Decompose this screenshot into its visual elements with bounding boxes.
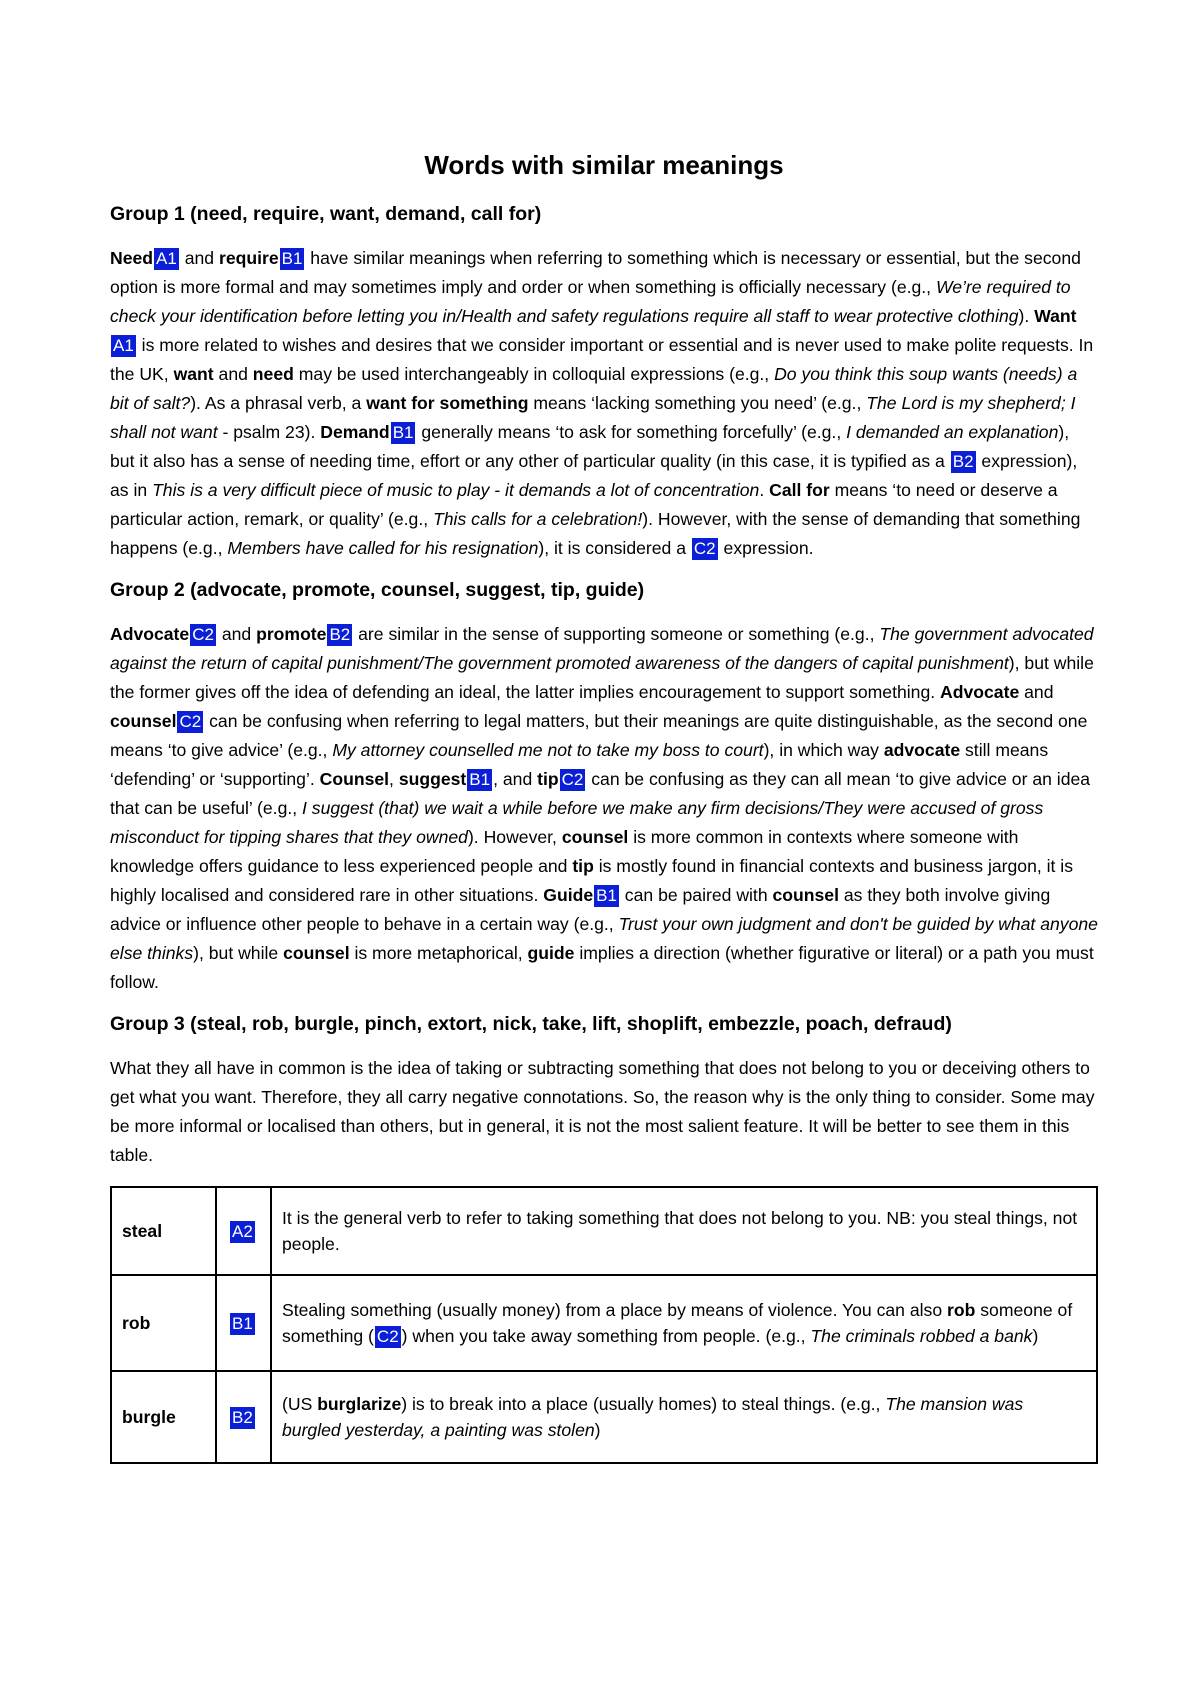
text-run: are similar in the sense of supporting someone or something (e.g., — [353, 624, 880, 644]
text-run: ) is to break into a place (usually homes) to steal things. (e.g., — [401, 1394, 886, 1414]
example-text: I suggest (that) we wait a while before we make any firm decisions/They were accused of gross misconduct for tipping shares that they owned — [110, 798, 1044, 847]
text-run: expression. — [718, 538, 814, 558]
text-run: may be used interchangeably in colloquial expressions (e.g., — [293, 364, 775, 384]
level-badge: B1 — [281, 249, 303, 268]
example-text: This calls for a celebration! — [433, 509, 643, 529]
example-text: The Lord is my shepherd; I shall not want — [110, 393, 1076, 442]
text-run: ). However, with the sense of demanding that something happens (e.g., — [110, 509, 1081, 558]
bold-term: counsel — [110, 711, 177, 731]
table-row — [111, 1371, 1097, 1463]
text-run: ) — [594, 1420, 601, 1440]
verbs-table — [110, 1186, 1098, 1464]
text-run: means ‘lacking something you need’ (e.g., — [528, 393, 867, 413]
bold-term: Counsel — [319, 769, 390, 789]
text-run: ), but while — [193, 943, 284, 963]
text-run: generally means ‘to ask for something forcefully’ (e.g., — [416, 422, 847, 442]
text-run: (US — [282, 1394, 318, 1414]
table-description-cell — [271, 1371, 1097, 1463]
text-run: can be paired with — [619, 885, 773, 905]
text-run: can be confusing as they can all mean ‘to give advice or an idea that can be useful’ (e.g., — [110, 769, 1091, 818]
bold-term: require — [218, 248, 279, 268]
bold-term: tip — [572, 856, 594, 876]
bold-term: burglarize — [317, 1394, 402, 1414]
text-run: is more metaphorical, — [349, 943, 528, 963]
text-run: What they all have in common is the idea of taking or subtracting something that does not belong to you or deceiving others to get what you want. Therefore, they all carry negative connotations. So, the reason why is the only thing to consider. Some may be more informal or localised than others, but in general, it is not the most salient feature. It will be better to see them in this table. — [110, 1058, 1095, 1165]
text-run: still means ‘defending’ or ‘supporting’. — [110, 740, 1049, 789]
bold-term: need — [252, 364, 294, 384]
bold-term: Guide — [543, 885, 594, 905]
level-badge: C2 — [179, 712, 202, 731]
bold-term: guide — [527, 943, 575, 963]
level-badge: B2 — [232, 1408, 253, 1427]
bold-term: Advocate — [110, 624, 190, 644]
table-level-cell — [216, 1275, 271, 1371]
text-run: Stealing something (usually money) from a place by means of violence. You can also — [282, 1300, 948, 1320]
level-badge: B2 — [329, 625, 351, 644]
bold-term: advocate — [883, 740, 961, 760]
table-word-cell: rob — [111, 1275, 216, 1371]
level-badge: C2 — [376, 1327, 399, 1346]
bold-term: want — [173, 364, 214, 384]
text-run: - psalm 23). — [217, 422, 321, 442]
text-run: ) when you take away something from people. (e.g., — [401, 1326, 811, 1346]
example-text: The mansion was burgled yesterday, a painting was stolen — [282, 1394, 1024, 1440]
level-badge: B2 — [952, 452, 974, 471]
group2-heading: Group 2 (advocate, promote, counsel, suggest, tip, guide) — [110, 579, 645, 601]
table-row — [111, 1275, 1097, 1371]
bold-term: counsel — [561, 827, 629, 847]
bold-term: Need — [110, 248, 154, 268]
table-row — [111, 1187, 1097, 1275]
level-badge: A1 — [156, 249, 177, 268]
text-run: ), but while the former gives off the idea of defending an ideal, the latter implies encouragement to support something. — [110, 653, 1094, 702]
document-title: Words with similar meanings — [424, 150, 784, 180]
level-badge: A2 — [232, 1222, 253, 1241]
group1-paragraph — [110, 244, 1098, 563]
example-text: My attorney counselled me not to take my boss to court — [332, 740, 764, 760]
group2-paragraph — [110, 620, 1098, 997]
level-badge: B1 — [469, 770, 491, 789]
text-run: expression), as in — [110, 451, 1078, 500]
text-run: have similar meanings when referring to something which is necessary or essential, but the second option is more formal and may sometimes imply and order or when something is officially necessary (e.g., — [110, 248, 1081, 297]
document-page — [110, 150, 1098, 1464]
text-run: ). As a phrasal verb, a — [190, 393, 367, 413]
bold-term: rob — [947, 1300, 976, 1320]
text-run: and — [213, 364, 253, 384]
text-run: can be confusing when referring to legal matters, but their meanings are quite distinguishable, as the second one means ‘to give advice’ (e.g., — [110, 711, 1088, 760]
table-description-cell — [271, 1275, 1097, 1371]
table-level-cell — [216, 1187, 271, 1275]
example-text: I demanded an explanation — [846, 422, 1059, 442]
bold-term: promote — [256, 624, 327, 644]
group1-heading: Group 1 (need, require, want, demand, call for) — [110, 203, 542, 225]
example-text: The criminals robbed a bank — [810, 1326, 1033, 1346]
level-badge: C2 — [693, 539, 716, 558]
bold-term: Advocate — [940, 682, 1020, 702]
example-text: We’re required to check your identification before letting you in/Health and safety regulations require all staff to wear protective clothing — [110, 277, 1071, 326]
table-level-cell — [216, 1371, 271, 1463]
example-text: The government advocated against the return of capital punishment/The government promoted awareness of the dangers of capital punishment — [110, 624, 1094, 673]
table-word-cell: burgle — [111, 1371, 216, 1463]
table-word-cell: steal — [111, 1187, 216, 1275]
example-text: This is a very difficult piece of music to play - it demands a lot of concentration — [152, 480, 760, 500]
bold-term: Demand — [320, 422, 390, 442]
group3-heading: Group 3 (steal, rob, burgle, pinch, extort, nick, take, lift, shoplift, embezzle, poach, defraud) — [110, 1013, 952, 1035]
example-text: Members have called for his resignation — [227, 538, 539, 558]
bold-term: counsel — [772, 885, 839, 905]
text-run: is more related to wishes and desires that we consider important or essential and is never used to make polite requests. In the UK, — [110, 335, 1094, 384]
text-run: ), but it also has a sense of needing time, effort or any other of particular quality (in this case, it is typified as a — [110, 422, 1070, 471]
text-run: , and — [493, 769, 538, 789]
level-badge: B1 — [392, 423, 414, 442]
level-badge: A1 — [113, 336, 134, 355]
text-run: ). However, — [467, 827, 562, 847]
text-run: as they both involve giving advice or influence other people to behave in a certain way (e.g., — [110, 885, 1051, 934]
text-run: and — [179, 248, 219, 268]
text-run: ) — [1032, 1326, 1039, 1346]
example-text: Do you think this soup wants (needs) a bit of salt? — [110, 364, 1078, 413]
bold-term: tip — [537, 769, 559, 789]
level-badge: B1 — [596, 886, 617, 905]
level-badge: C2 — [192, 625, 214, 644]
example-text: Trust your own judgment and don't be guided by what anyone else thinks — [110, 914, 1098, 963]
text-run: . — [759, 480, 770, 500]
bold-term: Want — [1034, 306, 1077, 326]
text-run: It is the general verb to refer to taking something that does not belong to you. NB: you steal things, not people. — [282, 1208, 1078, 1254]
table-description-cell — [271, 1187, 1097, 1275]
text-run: and — [1019, 682, 1054, 702]
level-badge: C2 — [561, 770, 584, 789]
bold-term: want for something — [366, 393, 529, 413]
text-run: implies a direction (whether figurative or literal) or a path you must follow. — [110, 943, 1094, 992]
text-run: someone of something ( — [282, 1300, 1073, 1346]
bold-term: Call for — [769, 480, 830, 500]
text-run: , — [389, 769, 399, 789]
level-badge: B1 — [232, 1314, 253, 1333]
text-run: ), it is considered a — [538, 538, 691, 558]
bold-term: suggest — [398, 769, 467, 789]
text-run: and — [216, 624, 257, 644]
group3-paragraph — [110, 1054, 1098, 1170]
text-run: ). — [1018, 306, 1035, 326]
bold-term: counsel — [283, 943, 350, 963]
text-run: is more common in contexts where someone with knowledge offers guidance to less experienced people and — [110, 827, 1019, 876]
text-run: is mostly found in financial contexts and business jargon, it is highly localised and considered rare in other situations. — [110, 856, 1074, 905]
text-run: ), in which way — [763, 740, 884, 760]
text-run: means ‘to need or deserve a particular action, remark, or quality’ (e.g., — [110, 480, 1058, 529]
